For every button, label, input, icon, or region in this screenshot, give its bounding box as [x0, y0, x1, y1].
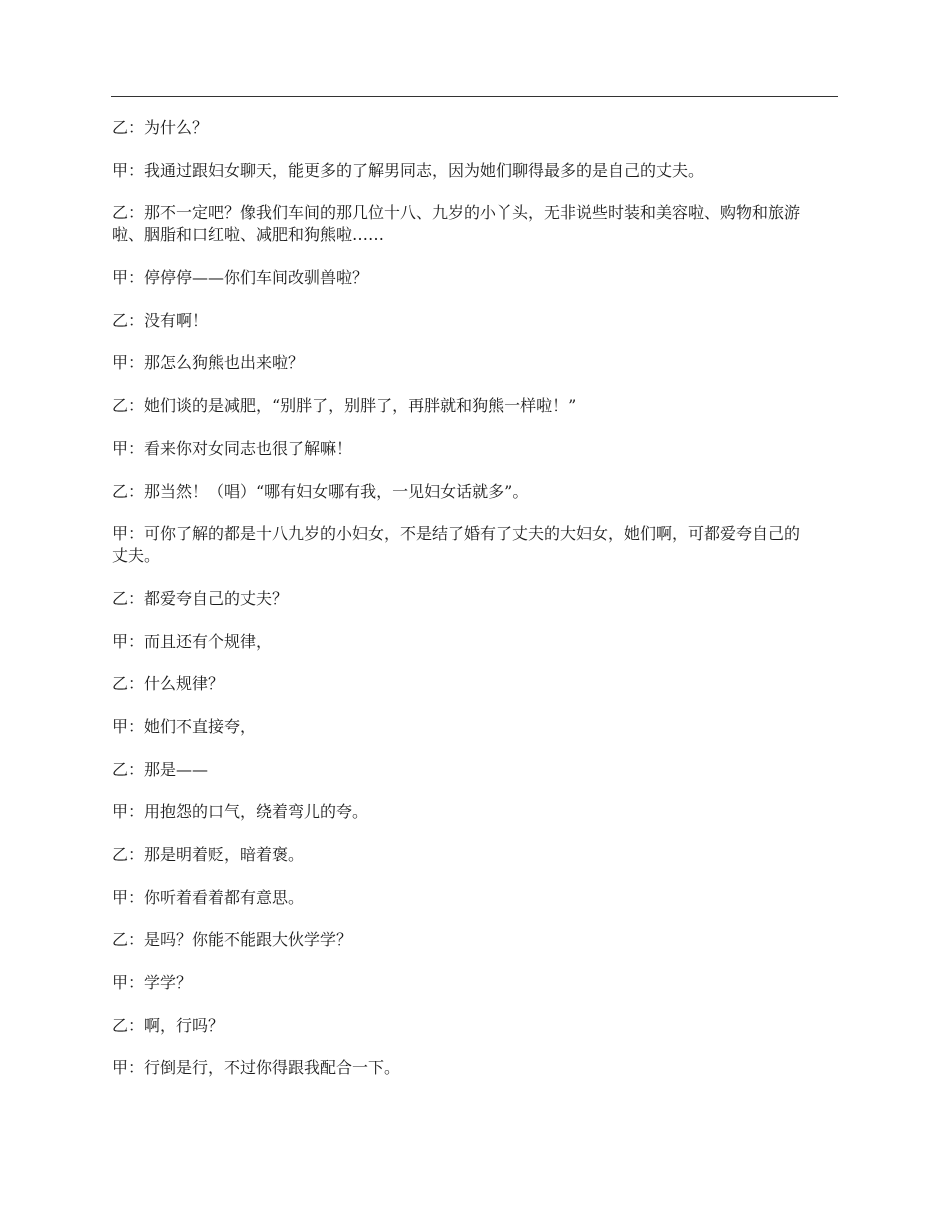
dialogue-line: 乙：没有啊！	[112, 310, 209, 330]
header-rule	[111, 96, 838, 97]
dialogue-line: 甲：可你了解的都是十八九岁的小妇女，不是结了婚有了丈夫的大妇女，她们啊，可都爱夸自己的丈夫。	[112, 524, 801, 566]
dialogue-line: 乙：那不一定吧？像我们车间的那几位十八、九岁的小丫头，无非说些时装和美容啦、购物和旅游啦、胭脂和口红啦、减肥和狗熊啦……	[112, 203, 801, 245]
dialogue-line: 甲：我通过跟妇女聊天，能更多的了解男同志，因为她们聊得最多的是自己的丈夫。	[112, 160, 705, 180]
dialogue-line: 乙：什么规律？	[112, 674, 225, 694]
dialogue-line: 甲：你听着看着都有意思。	[112, 887, 305, 907]
dialogue-line: 甲：停停停——你们车间改驯兽啦？	[112, 268, 369, 288]
dialogue-line: 甲：她们不直接夸，	[112, 716, 257, 736]
dialogue-line: 乙：为什么？	[112, 118, 209, 137]
dialogue-line: 甲：用抱怨的口气，绕着弯儿的夸。	[112, 802, 369, 822]
dialogue-line: 乙：都爱夸自己的丈夫？	[112, 588, 289, 608]
dialogue-line: 乙：那当然！（唱）“哪有妇女哪有我，一见妇女话就多”。	[112, 481, 529, 501]
dialogue-line: 乙：那是明着贬，暗着褒。	[112, 845, 305, 864]
dialogue-line: 甲：而且还有个规律，	[112, 631, 273, 651]
dialogue-line: 甲：行倒是行，不过你得跟我配合一下。	[112, 1058, 401, 1078]
dialogue-body	[112, 117, 802, 1100]
dialogue-line: 乙：她们谈的是减肥，“别胖了，别胖了，再胖就和狗熊一样啦！”	[112, 396, 577, 416]
dialogue-line: 甲：学学？	[112, 973, 193, 993]
dialogue-line: 甲：看来你对女同志也很了解嘛！	[112, 438, 353, 458]
dialogue-line: 乙：那是——	[112, 759, 209, 779]
dialogue-line: 甲：那怎么狗熊也出来啦？	[112, 353, 305, 373]
dialogue-line: 乙：是吗？你能不能跟大伙学学？	[112, 930, 353, 950]
dialogue-line: 乙：啊，行吗？	[112, 1015, 225, 1035]
